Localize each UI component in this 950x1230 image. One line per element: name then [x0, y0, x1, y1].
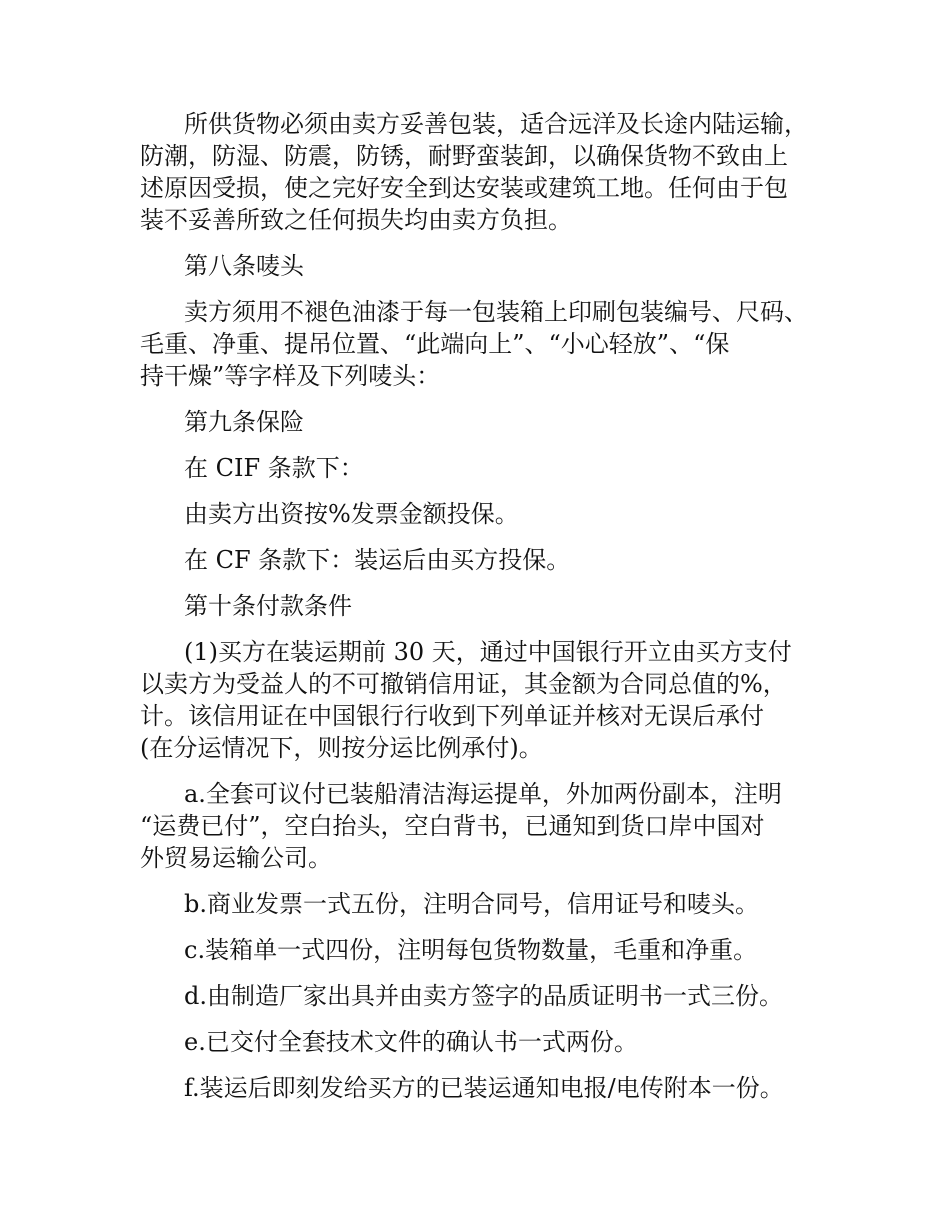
section-heading: 第九条保险	[184, 408, 304, 436]
text-line: 在 CIF 条款下：	[184, 454, 364, 482]
text-line: 以卖方为受益人的不可撤销信用证，其金额为合同总值的%，	[140, 670, 787, 698]
list-item-b	[140, 888, 820, 920]
paragraph-letter-of-credit	[140, 636, 820, 764]
heading-article-8	[140, 250, 820, 282]
text-line: 述原因受损，使之完好安全到达安装或建筑工地。任何由于包	[140, 174, 788, 202]
text-line: 持干燥”等字样及下列唛头：	[140, 362, 441, 390]
text-line: 卖方须用不褪色油漆于每一包装箱上印刷包装编号、尺码、	[184, 298, 808, 326]
text-line: e.已交付全套技术文件的确认书一式两份。	[184, 1028, 638, 1056]
paragraph-packing	[140, 108, 820, 236]
text-line: a.全套可议付已装船清洁海运提单，外加两份副本，注明	[184, 780, 782, 808]
text-line: (1)买方在装运期前 30 天，通过中国银行开立由买方支付	[184, 638, 792, 666]
paragraph-cif	[140, 452, 820, 484]
list-item-c	[140, 934, 820, 966]
text-line: 装不妥善所致之任何损失均由卖方负担。	[140, 206, 572, 234]
text-line: f.装运后即刻发给买方的已装运通知电报/电传附本一份。	[184, 1074, 784, 1102]
document-body	[140, 108, 820, 1118]
paragraph-marks	[140, 296, 820, 392]
text-line: (在分运情况下，则按分运比例承付)。	[140, 734, 543, 762]
text-line: c.装箱单一式四份，注明每包货物数量，毛重和净重。	[184, 936, 758, 964]
text-line: 由卖方出资按%发票金额投保。	[184, 500, 519, 528]
text-line: b.商业发票一式五份，注明合同号，信用证号和唛头。	[184, 890, 759, 918]
heading-article-10	[140, 590, 820, 622]
section-heading: 第八条唛头	[184, 252, 304, 280]
text-line: 计。该信用证在中国银行行收到下列单证并核对无误后承付	[140, 702, 764, 730]
list-item-e	[140, 1026, 820, 1058]
text-line: d.由制造厂家出具并由卖方签字的品质证明书一式三份。	[184, 982, 783, 1010]
text-line: 毛重、净重、提吊位置、“此端向上”、“小心轻放”、“保	[140, 330, 730, 358]
text-line: 外贸易运输公司。	[140, 844, 332, 872]
section-heading: 第十条付款条件	[184, 592, 352, 620]
list-item-f	[140, 1072, 820, 1104]
heading-article-9	[140, 406, 820, 438]
paragraph-cf	[140, 544, 820, 576]
paragraph-insurance-seller	[140, 498, 820, 530]
list-item-d	[140, 980, 820, 1012]
text-line: 在 CF 条款下：装运后由买方投保。	[184, 546, 571, 574]
text-line: “运费已付”，空白抬头，空白背书，已通知到货口岸中国对	[140, 812, 765, 840]
text-line: 所供货物必须由卖方妥善包装，适合远洋及长途内陆运输，	[184, 110, 808, 138]
text-line: 防潮，防湿、防震，防锈，耐野蛮装卸，以确保货物不致由上	[140, 142, 788, 170]
list-item-a	[140, 778, 820, 874]
